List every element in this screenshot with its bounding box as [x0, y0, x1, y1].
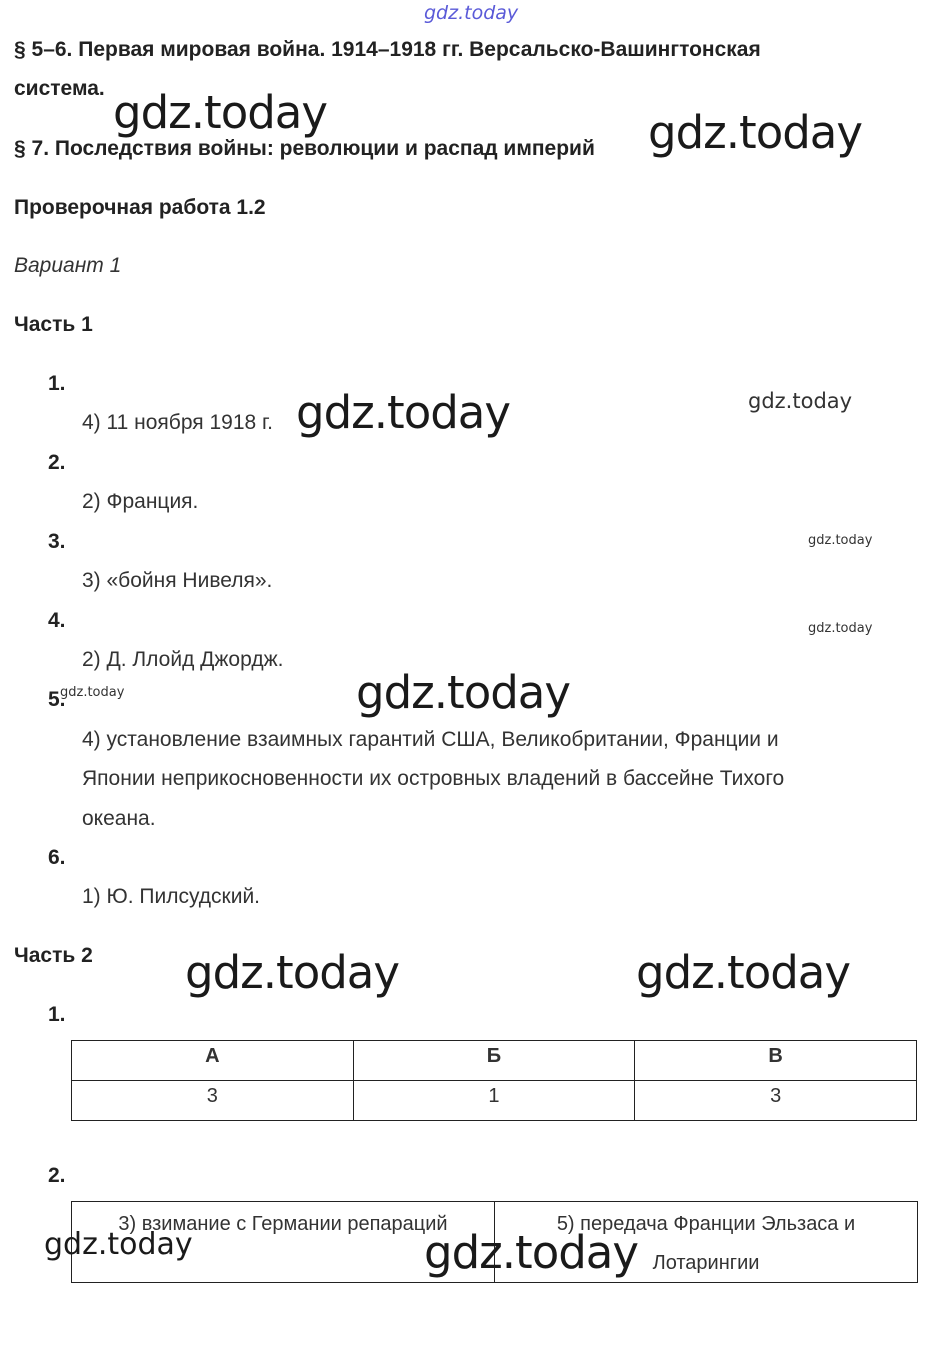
part1-title: Часть 1 [14, 313, 93, 336]
q3-answer: 3) «бойня Нивеля». [82, 569, 273, 592]
test-title: Проверочная работа 1.2 [14, 196, 266, 219]
variant-label: Вариант 1 [14, 254, 122, 277]
q3-number: 3. [48, 530, 66, 553]
p2-q2-cell-2: 5) передача Франции Эльзаса и Лотарингии [494, 1202, 917, 1282]
watermark-2: gdz.today [648, 106, 863, 159]
q2-answer: 2) Франция. [82, 490, 199, 513]
watermark-8: gdz.today [356, 666, 571, 719]
q4-answer: 2) Д. Ллойд Джордж. [82, 648, 284, 671]
q4-number: 4. [48, 609, 66, 632]
p2-q2-number: 2. [48, 1164, 66, 1187]
watermark-10: gdz.today [636, 946, 851, 999]
q5-answer-line1: 4) установление взаимных гарантий США, Великобритании, Франции и [82, 728, 779, 751]
table-value-v: 3 [635, 1081, 917, 1121]
watermark-top: gdz.today [424, 2, 519, 24]
watermark-5: gdz.today [808, 533, 873, 548]
q5-answer-line2: Японии неприкосновенности их островных владений в бассейне Тихого [82, 767, 785, 790]
table-value-b: 1 [353, 1081, 635, 1121]
watermark-4: gdz.today [748, 389, 853, 413]
watermark-11: gdz.today [44, 1227, 193, 1262]
table-header-v: В [635, 1041, 917, 1081]
part2-title: Часть 2 [14, 944, 93, 967]
section-heading-5-6: § 5–6. Первая мировая война. 1914–1918 гг. Версальско-Вашингтонская [14, 38, 761, 61]
watermark-6: gdz.today [808, 621, 873, 636]
watermark-1: gdz.today [113, 86, 328, 139]
table-header-a: А [72, 1041, 354, 1081]
q1-answer: 4) 11 ноября 1918 г. [82, 411, 273, 434]
section-heading-7: § 7. Последствия войны: революции и распад империй [14, 137, 595, 160]
table-value-a: 3 [72, 1081, 354, 1121]
table-header-b: Б [353, 1041, 635, 1081]
q5-number: 5. [48, 688, 66, 711]
section-heading-5-6-cont: система. [14, 77, 105, 100]
p2-q2-cell-1: 3) взимание с Германии репараций [118, 1213, 448, 1235]
watermark-12: gdz.today [424, 1226, 639, 1279]
q5-answer-line3: океана. [82, 807, 156, 830]
q1-number: 1. [48, 372, 66, 395]
q6-answer: 1) Ю. Пилсудский. [82, 885, 261, 908]
p2-q1-table [71, 1040, 917, 1121]
watermark-7: gdz.today [60, 685, 125, 700]
p2-q1-number: 1. [48, 1003, 66, 1026]
watermark-3: gdz.today [296, 386, 511, 439]
q2-number: 2. [48, 451, 66, 474]
q6-number: 6. [48, 846, 66, 869]
watermark-9: gdz.today [185, 946, 400, 999]
